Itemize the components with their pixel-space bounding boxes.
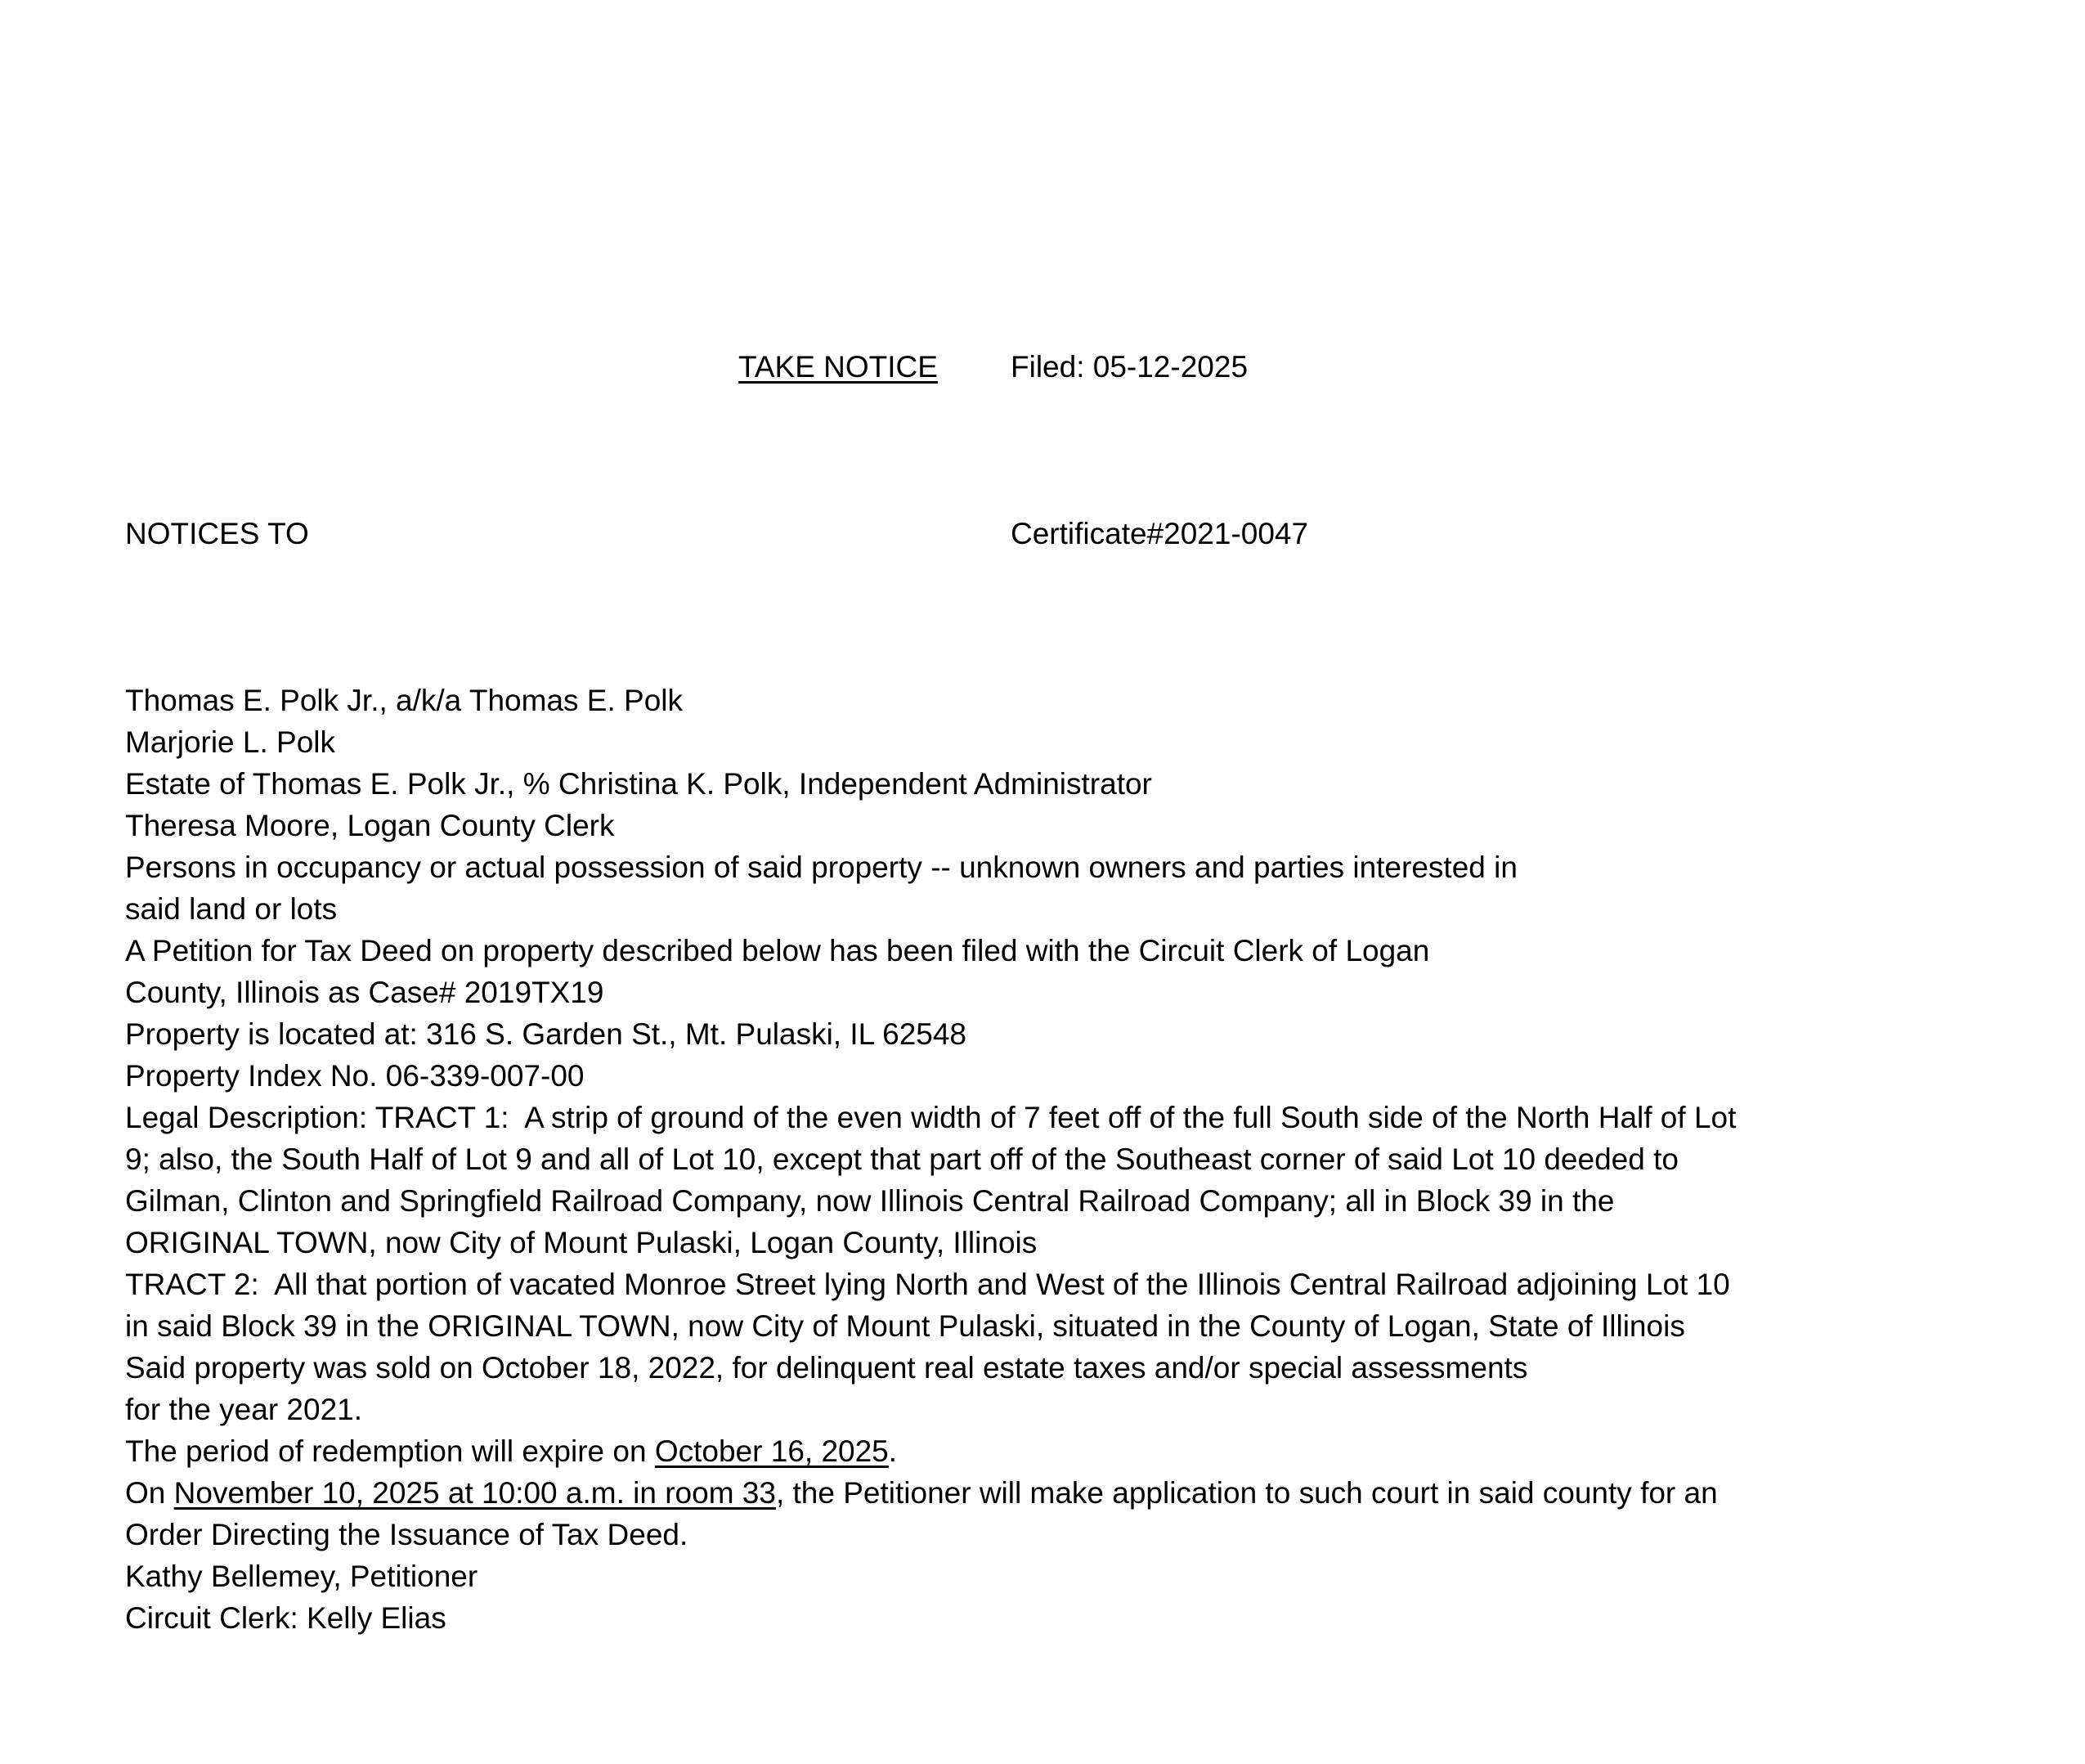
- document-line: [125, 805, 2085, 846]
- document-line: [125, 1472, 2085, 1514]
- underlined-text-segment: November 10, 2025 at 10:00 a.m. in room 33: [173, 1476, 776, 1510]
- document-line: [125, 1597, 2085, 1639]
- document-line: [125, 1430, 2085, 1472]
- document-line: [125, 888, 2085, 930]
- header-row-2: [125, 513, 2085, 554]
- document-line: [125, 1138, 2085, 1180]
- text-segment: Theresa Moore, Logan County Clerk: [125, 809, 615, 842]
- document-line: [125, 1222, 2085, 1264]
- text-segment: On: [125, 1476, 174, 1510]
- text-segment: 9; also, the South Half of Lot 9 and all of Lot 10, except that part off of the Southeast corner of said Lot 10 deeded to: [125, 1142, 1679, 1176]
- document-line: [125, 1180, 2085, 1222]
- text-segment: Marjorie L. Polk: [125, 725, 336, 759]
- text-segment: Thomas E. Polk Jr., a/k/a Thomas E. Polk: [125, 684, 684, 717]
- text-segment: Gilman, Clinton and Springfield Railroad Company, now Illinois Central Railroad Company; all in Block 39 in the: [125, 1184, 1615, 1218]
- text-segment: said land or lots: [125, 892, 338, 926]
- text-segment: .: [888, 1434, 898, 1468]
- text-segment: ORIGINAL TOWN, now City of Mount Pulaski, Logan County, Illinois: [125, 1226, 1038, 1259]
- document-title: TAKE NOTICE: [738, 350, 938, 384]
- document-line: [125, 846, 2085, 888]
- text-segment: Order Directing the Issuance of Tax Deed.: [125, 1518, 688, 1551]
- certificate-number: Certificate#2021-0047: [1011, 517, 1309, 550]
- document-content: [125, 221, 2085, 1764]
- text-segment: The period of redemption will expire on: [125, 1434, 655, 1468]
- document-line: [125, 1347, 2085, 1389]
- text-segment: Circuit Clerk: Kelly Elias: [125, 1601, 446, 1635]
- document-line: [125, 763, 2085, 805]
- text-segment: , the Petitioner will make application to such court in said county for an: [775, 1476, 1718, 1510]
- filed-date: Filed: 05-12-2025: [1011, 350, 1249, 384]
- text-segment: TRACT 2: All that portion of vacated Monroe Street lying North and West of the Illinois Central Railroad adjoining Lot 10: [125, 1268, 1730, 1301]
- document-line: [125, 680, 2085, 721]
- document-line: [125, 1264, 2085, 1305]
- document-line: [125, 1305, 2085, 1347]
- document-line: [125, 1389, 2085, 1430]
- text-segment: Kathy Bellemey, Petitioner: [125, 1560, 478, 1593]
- text-segment: for the year 2021.: [125, 1393, 363, 1426]
- text-segment: in said Block 39 in the ORIGINAL TOWN, now City of Mount Pulaski, situated in the County of Logan, State of Illinois: [125, 1309, 1685, 1343]
- text-segment: County, Illinois as Case# 2019TX19: [125, 976, 604, 1009]
- notices-to-label: NOTICES TO: [125, 517, 309, 550]
- document-line: [125, 1055, 2085, 1097]
- document-lines: [125, 680, 2085, 1639]
- document-line: [125, 972, 2085, 1013]
- header-row-1: [125, 346, 2085, 388]
- text-segment: Property Index No. 06-339-007-00: [125, 1059, 585, 1093]
- text-segment: A Petition for Tax Deed on property described below has been filed with the Circuit Clerk of Logan: [125, 934, 1430, 967]
- document-line: [125, 930, 2085, 972]
- document-line: [125, 721, 2085, 763]
- document-line: [125, 1555, 2085, 1597]
- underlined-text-segment: October 16, 2025: [654, 1434, 889, 1468]
- document-line: [125, 1514, 2085, 1555]
- text-segment: Legal Description: TRACT 1: A strip of ground of the even width of 7 feet off of the full South side of the North Half of Lot: [125, 1101, 1737, 1134]
- document-line: [125, 1097, 2085, 1138]
- text-segment: Said property was sold on October 18, 2022, for delinquent real estate taxes and/or special assessments: [125, 1351, 1528, 1385]
- text-segment: Property is located at: 316 S. Garden St., Mt. Pulaski, IL 62548: [125, 1017, 967, 1051]
- text-segment: Persons in occupancy or actual possession of said property -- unknown owners and parties interested in: [125, 851, 1518, 884]
- document-line: [125, 1013, 2085, 1055]
- text-segment: Estate of Thomas E. Polk Jr., % Christina K. Polk, Independent Administrator: [125, 767, 1152, 801]
